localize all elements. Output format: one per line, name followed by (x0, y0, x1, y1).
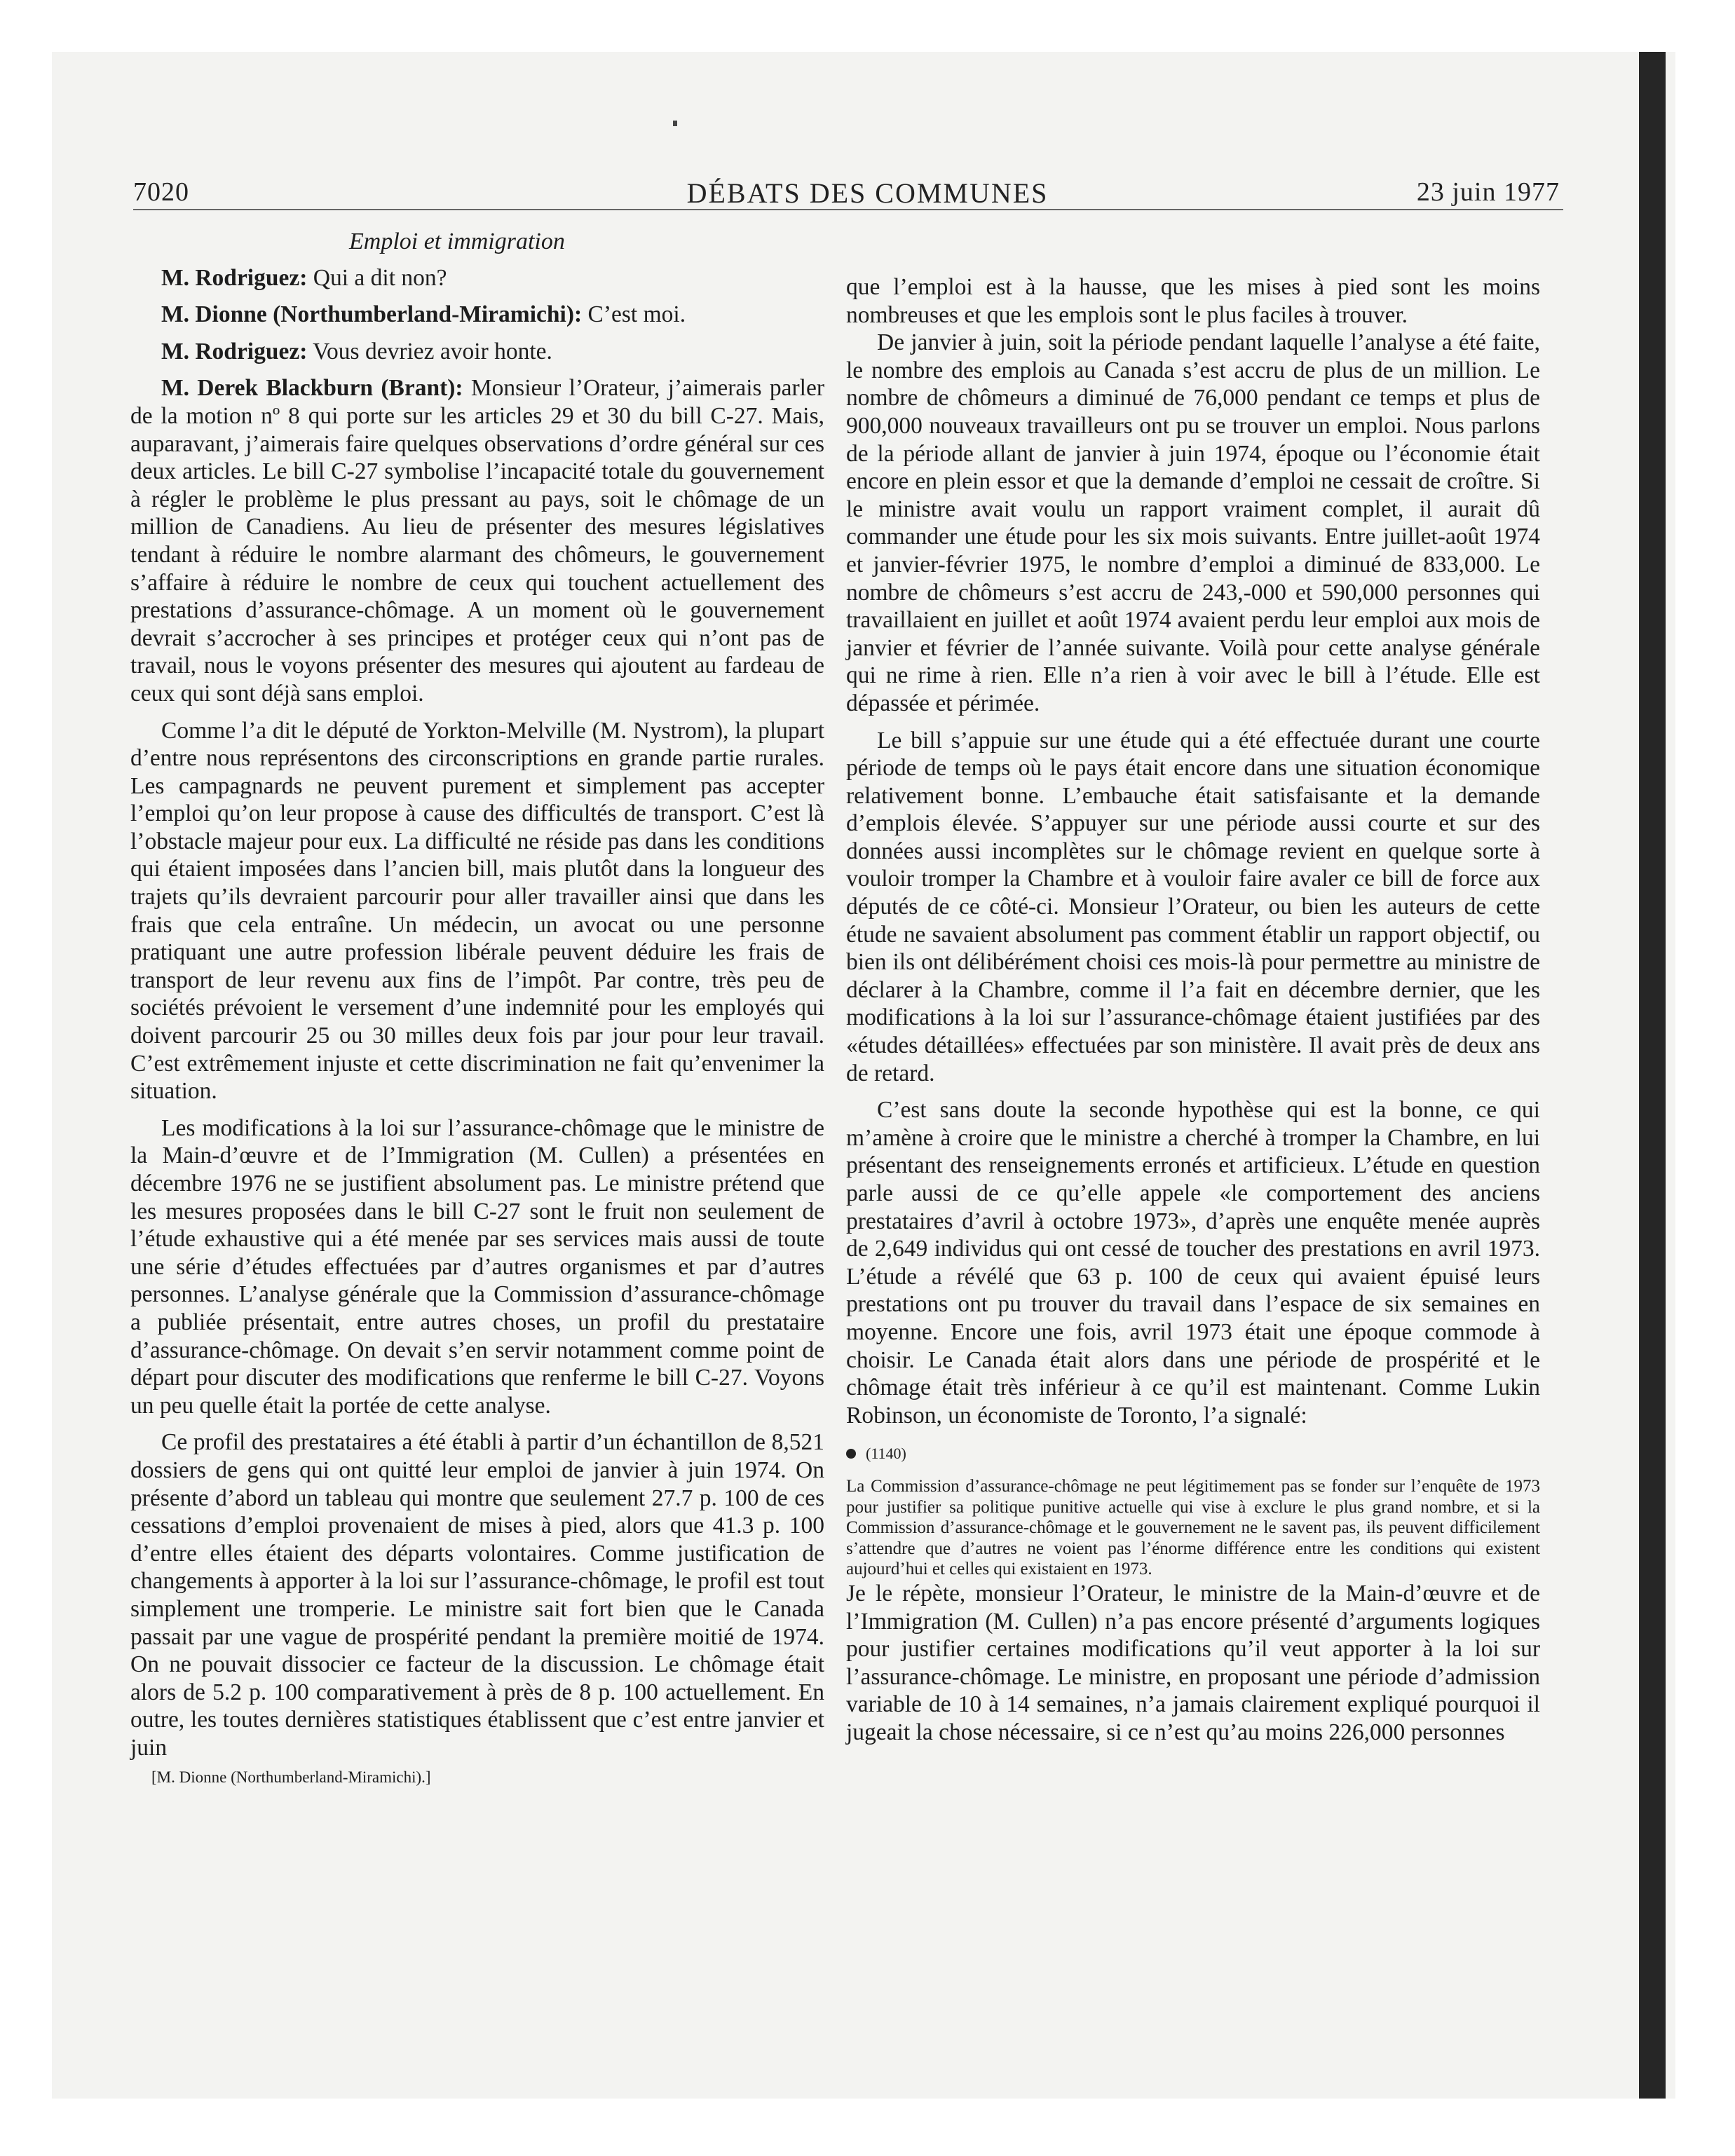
speech-opening (130, 374, 824, 707)
speech-text: Vous devriez avoir honte. (307, 338, 552, 364)
exchange-line (130, 338, 824, 366)
running-title: DÉBATS DES COMMUNES (686, 177, 1049, 209)
page-date: 23 juin 1977 (1416, 177, 1560, 207)
speech-text: C’est moi. (582, 301, 686, 328)
block-quote: La Commission d’assurance-chômage ne peut légitimement pas se fonder sur l’enquête de 1973 pour justifier sa politique punitive actuelle qui vise à exclure le plus grand nombre, et si la Commission d’assurance-chômage et le gouvernement ne le savent pas, ils peuvent difficilement s’attendre que d’autres ne voient pas l’énorme différence entre les conditions qui existent aujourd’hui et celles qui existaient en 1973. (846, 1476, 1540, 1579)
paragraph: Comme l’a dit le député de Yorkton-Melville (M. Nystrom), la plupart d’entre nous représentons des circonscriptions en grande partie rurales. Les campagnards ne peuvent purement et simplement pas accepter l’emploi qu’on leur propose à cause des difficultés de transport. C’est là l’obstacle majeur pour eux. La difficulté ne réside pas dans les conditions qui étaient imposées dans l’ancien bill, mais plutôt dans la longueur des trajets qu’ils devraient parcourir pour aller travailler ainsi que dans les frais que cela entraîne. Un médecin, un avocat ou une personne pratiquant une autre profession libérale peuvent déduire les frais de transport de leur revenu aux fins de l’impôt. Par contre, très peu de sociétés prévoient le versement d’une indemnité pour les employés qui doivent parcourir 25 ou 30 milles deux fois par jour pour leur travail. C’est extrêmement injuste et cette discrimination ne fait qu’envenimer la situation. (130, 717, 824, 1105)
paragraph: Je le répète, monsieur l’Orateur, le ministre de la Main-d’œuvre et de l’Immigration (M. Cullen) n’a pas encore présenté d’arguments logiques pour justifier certaines modifications qu’il veut apporter à la loi sur l’assurance-chômage. Le ministre, en proposant une période d’admission variable de 10 à 14 semaines, n’a jamais clairement expliqué pourquoi il jugeait la chose nécessaire, si ce n’est qu’au moins 226,000 personnes (846, 1580, 1540, 1745)
time-marker-text: (1140) (866, 1445, 906, 1463)
right-column (846, 273, 1540, 1746)
scan-edge-bar (1639, 52, 1666, 2099)
speaker-name: M. Dionne (Northumberland-Miramichi): (161, 301, 583, 328)
left-column (130, 228, 824, 1788)
paragraph: que l’emploi est à la hausse, que les mises à pied sont les moins nombreuses et que les emplois sont le plus faciles à trouver. (846, 274, 1540, 328)
header-rule (133, 209, 1563, 210)
paragraph: Les modifications à la loi sur l’assurance-chômage que le ministre de la Main-d’œuvre et de l’Immigration (M. Cullen) a présentées en décembre 1976 ne se justifient absolument pas. Le ministre prétend que les mesures proposées dans le bill C-27 sont le fruit non seulement de l’étude exhaustive qui a été menée par ses services mais aussi de toute une série d’études effectuées par d’autres organismes et par d’autres personnes. L’analyse générale que la Commission d’assurance-chômage a publiée présentait, entre autres choses, un profil du prestataire d’assurance-chômage. On devait s’en servir notamment comme point de départ pour discuter des modifications que renferme le bill C-27. Voyons un peu quelle était la portée de cette analyse. (130, 1114, 824, 1419)
speaker-name: M. Rodriguez: (161, 338, 308, 364)
speech-text: Qui a dit non? (307, 264, 447, 291)
exchange-line (130, 301, 824, 329)
paragraph: Le bill s’appuie sur une étude qui a été effectuée durant une courte période de temps où le pays était encore dans une situation économique relativement bonne. L’embauche était satisfaisante et la demande d’emplois élevée. S’appuyer sur une période aussi courte et sur des données aussi incomplètes sur le chômage revient en quelque sorte à vouloir tromper la Chambre et à vouloir faire avaler ce bill de force aux députés de ce côté-ci. Monsieur l’Orateur, ou bien les auteurs de cette étude ne savaient absolument pas comment établir un rapport objectif, ou bien ils ont délibérément choisi ces mois-là pour permettre au ministre de déclarer à la Chambre, comme il l’a fait en décembre dernier, que les modifications à la loi sur l’assurance-chômage étaient justifiées par des «études détaillées» effectuées par son ministère. Il avait près de deux ans de retard. (846, 727, 1540, 1086)
section-heading: Emploi et immigration (349, 228, 565, 254)
speaker-name: M. Rodriguez: (161, 264, 308, 291)
page-number: 7020 (133, 177, 189, 207)
paragraph: De janvier à juin, soit la période pendant laquelle l’analyse a été faite, le nombre des emplois au Canada s’est accru de plus de un million. Le nombre de chômeurs a diminué de 76,000 pendant ce temps et plus de 900,000 nouveaux travailleurs ont pu se trouver un emploi. Nous parlons de la période allant de janvier à juin 1974, époque ou l’économie était encore en plein essor et que la demande d’emploi ne cessait de croître. Si le ministre avait voulu un rapport vraiment complet, il aurait dû commander une étude pour les six mois suivants. Entre juillet-août 1974 et janvier-février 1975, le nombre d’emploi a diminué de 833,000. Le nombre de chômeurs s’est accru de 243,-000 et 590,000 personnes qui travaillaient en juillet et août 1974 avaient perdu leur emploi aux mois de janvier et février de l’année suivante. Voilà pour cette analyse générale qui ne rime à rien. Elle n’a rien à voir avec le bill à l’étude. Elle est dépassée et périmée. (846, 329, 1540, 716)
exchange-line (130, 264, 824, 292)
speaker-name: M. Derek Blackburn (Brant): (161, 375, 463, 402)
paragraph: C’est sans doute la seconde hypothèse qui est la bonne, ce qui m’amène à croire que le ministre a cherché à tromper la Chambre, en lui présentant des renseignements erronés et artificieux. L’étude en question parle aussi de ce qu’elle appele «le comportement des anciens prestataires d’avril à octobre 1973», d’après une enquête menée auprès de 2,649 individus qui ont cessé de toucher des prestations en avril 1973. L’étude a révélé que 63 p. 100 de ceux qui avaient épuisé leurs prestations ont pu trouver du travail dans l’espace de six semaines en moyenne. Encore une fois, avril 1973 était une époque commode à choisir. Le Canada était alors dans une période de prospérité et le chômage était très inférieur à ce qu’il est maintenant. Comme Lukin Robinson, un économiste de Toronto, l’a signalé: (846, 1097, 1540, 1428)
paragraph: Ce profil des prestataires a été établi à partir d’un échantillon de 8,521 dossiers de gens qui ont quitté leur emploi de janvier à juin 1974. On présente d’abord un tableau qui montre que seulement 27.7 p. 100 de ces cessations d’emploi provenaient de mises à pied, alors que 41.3 p. 100 d’entre elles étaient des départs volontaires. Comme justification de changements à apporter à la loi sur l’assurance-chômage, le profil est tout simplement une tromperie. Le ministre sait fort bien que le Canada passait par une vague de prospérité pendant la première moitié de 1974. On ne pouvait dissocier ce facteur de la discussion. Le chômage était alors de 5.2 p. 100 comparativement à près de 8 p. 100 actuellement. En outre, les toutes dernières statistiques établissent que c’est entre janvier et juin (130, 1429, 824, 1761)
speech-text: Monsieur l’Orateur, j’aimerais parler de la motion nº 8 qui porte sur les articles 29 et 30 du bill C-27. Mais, auparavant, j’aimerais faire quelques observations d’ordre général sur ces deux articles. Le bill C-27 symbolise l’incapacité totale du gouvernement à régler le problème le plus pressant au pays, soit le chômage de un million de Canadiens. Au lieu de présenter des mesures législatives tendant à réduire le nombre alarmant des chômeurs, le gouvernement s’affaire à réduire le nombre de ceux qui touchent actuellement des prestations d’assurance-chômage. A un moment où le gouvernement devrait s’accrocher à ses principes et protéger ceux qui n’ont pas de travail, nous le voyons présenter des mesures qui ajoutent au fardeau de ceux qui sont déjà sans emploi. (130, 375, 824, 707)
time-marker (846, 1440, 1540, 1468)
scan-mark (673, 121, 677, 126)
bullet-icon (846, 1449, 856, 1459)
footnote: [M. Dionne (Northumberland-Miramichi).] (151, 1768, 431, 1787)
